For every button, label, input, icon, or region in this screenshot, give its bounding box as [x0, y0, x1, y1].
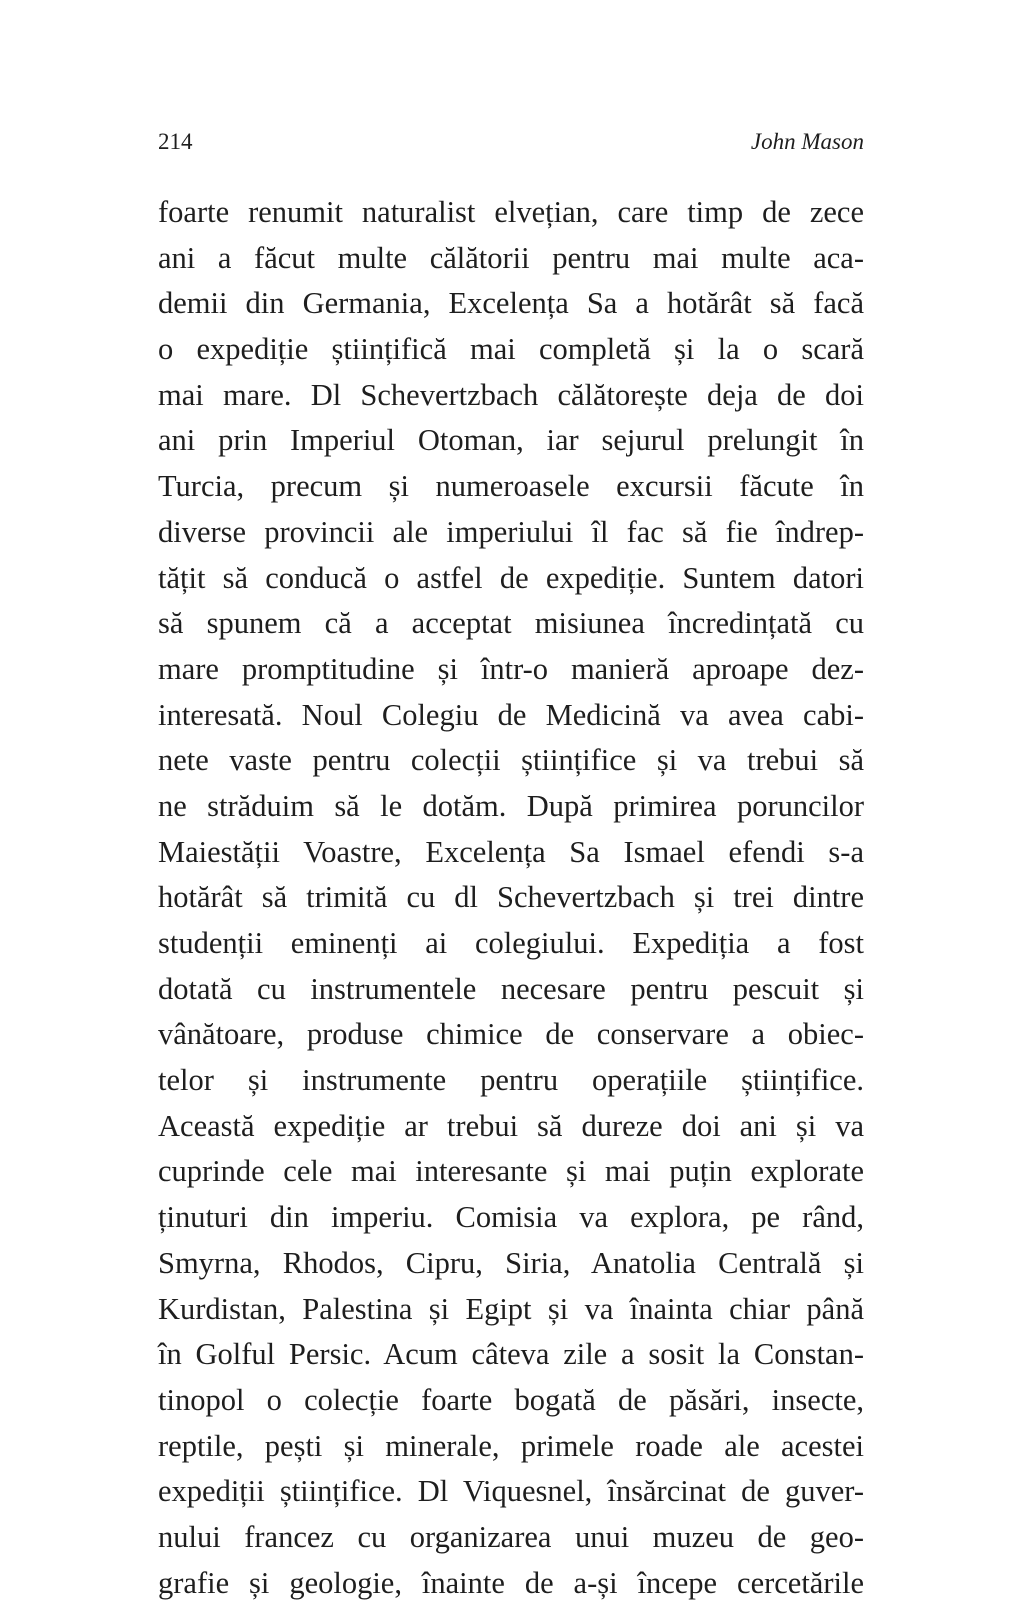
text-line: grafie și geologie, înainte de a-și începe cercetările	[158, 1565, 864, 1600]
text-line: foarte renumit naturalist elvețian, care timp de zece	[158, 195, 864, 229]
text-line: expediții științifice. Dl Viquesnel, însărcinat de guver-	[158, 1474, 864, 1509]
text-line: ținuturi din imperiu. Comisia va explora, pe rând,	[158, 1200, 864, 1235]
text-line: să spunem că a acceptat misiunea încredințată cu	[158, 606, 864, 641]
text-line: mare promptitudine și într-o manieră aproape dez-	[158, 651, 864, 686]
text-line: ani a făcut multe călătorii pentru mai multe aca-	[158, 240, 864, 275]
text-line: diverse provincii ale imperiului îl fac să fie îndrep-	[158, 514, 864, 549]
text-line: Smyrna, Rhodos, Cipru, Siria, Anatolia Centrală și	[158, 1245, 864, 1280]
text-line: în Golful Persic. Acum câteva zile a sosit la Constan-	[158, 1337, 864, 1372]
text-line: dotată cu instrumentele necesare pentru pescuit și	[158, 971, 864, 1006]
text-line: ani prin Imperiul Otoman, iar sejurul prelungit în	[158, 423, 864, 458]
text-line: Această expediție ar trebui să dureze doi ani și va	[158, 1108, 864, 1143]
text-line: nului francez cu organizarea unui muzeu de geo-	[158, 1519, 864, 1554]
text-line: mai mare. Dl Schevertzbach călătorește deja de doi	[158, 377, 864, 412]
text-line: hotărât să trimită cu dl Schevertzbach și trei dintre	[158, 880, 864, 915]
body-text	[158, 190, 864, 1606]
page-header	[158, 124, 864, 160]
text-line: cuprinde cele mai interesante și mai puțin explorate	[158, 1154, 864, 1189]
text-line: vânătoare, produse chimice de conservare a obiec-	[158, 1017, 864, 1052]
page-number: 214	[158, 129, 193, 154]
text-line: Kurdistan, Palestina și Egipt și va înainta chiar până	[158, 1291, 864, 1326]
text-line: interesată. Noul Colegiu de Medicină va avea cabi-	[158, 697, 864, 732]
text-line: studenții eminenți ai colegiului. Expediția a fost	[158, 926, 864, 960]
text-line: tinopol o colecție foarte bogată de păsări, insecte,	[158, 1382, 864, 1417]
text-line: Maiestății Voastre, Excelența Sa Ismael efendi s-a	[158, 834, 864, 869]
text-line: tățit să conducă o astfel de expediție. Suntem datori	[158, 560, 864, 595]
text-line: reptile, pești și minerale, primele roade ale acestei	[158, 1428, 864, 1463]
text-line: nete vaste pentru colecții științifice și va trebui să	[158, 743, 864, 778]
text-line: Turcia, precum și numeroasele excursii făcute în	[158, 469, 864, 504]
text-line: telor și instrumente pentru operațiile științifice.	[158, 1063, 864, 1098]
text-line: demii din Germania, Excelența Sa a hotărât să facă	[158, 286, 864, 321]
text-line: o expediție științifică mai completă și la o scară	[158, 332, 864, 367]
text-line: ne străduim să le dotăm. După primirea poruncilor	[158, 788, 864, 823]
running-head: John Mason	[750, 129, 864, 154]
